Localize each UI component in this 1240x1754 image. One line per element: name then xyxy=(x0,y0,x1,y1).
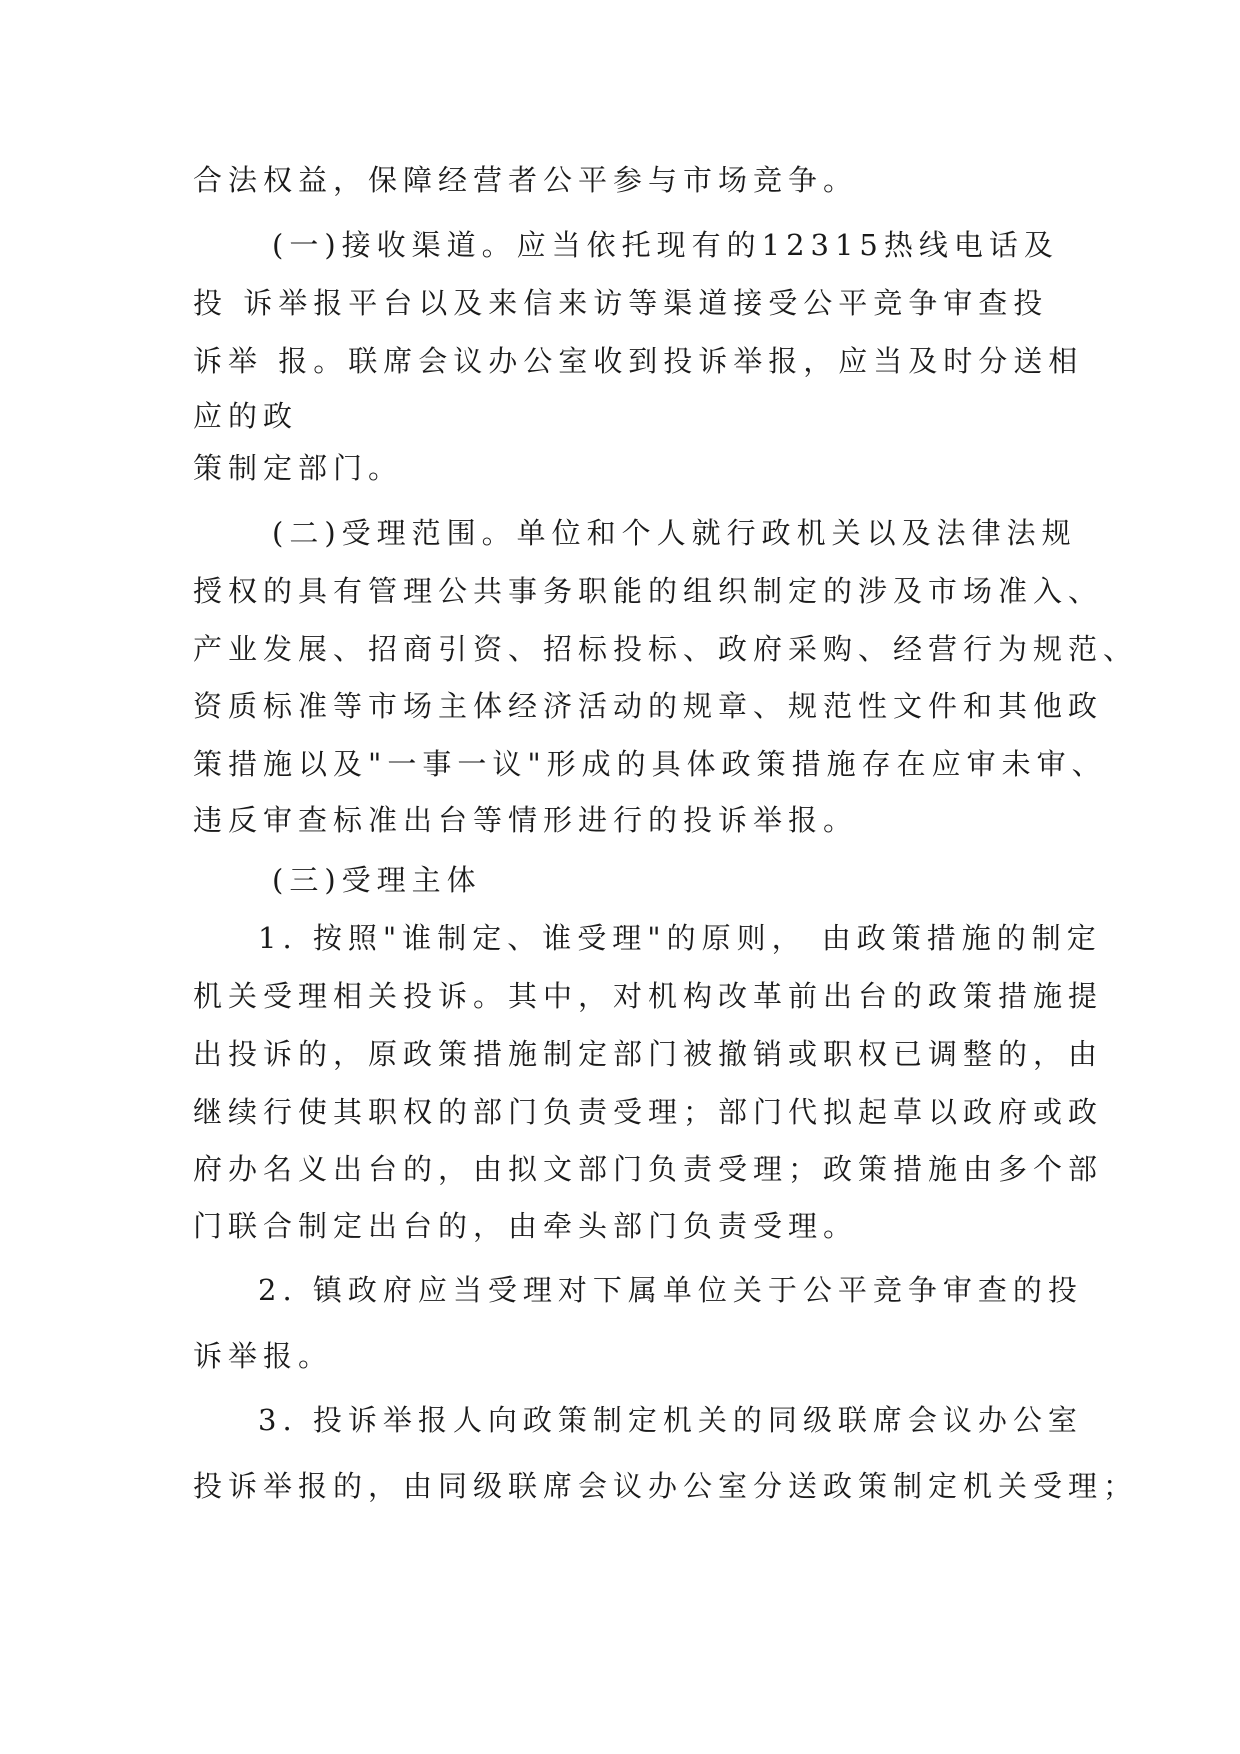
text-line: 投诉举报的，由同级联席会议办公室分送政策制定机关受理； xyxy=(193,1469,1139,1503)
text-line: 策措施以及"一事一议"形成的具体政策措施存在应审未审、 xyxy=(193,747,1107,781)
text-line: 门联合制定出台的，由牵头部门负责受理。 xyxy=(193,1209,859,1243)
text-line: (二)受理范围。单位和个人就行政机关以及法律法规 xyxy=(272,516,1077,550)
text-line: 策制定部门。 xyxy=(193,451,404,485)
text-line: 应的政 xyxy=(193,399,299,433)
text-line: 资质标准等市场主体经济活动的规章、规范性文件和其他政 xyxy=(193,689,1104,723)
text-line: 出投诉的，原政策措施制定部门被撤销或职权已调整的，由 xyxy=(193,1037,1104,1071)
text-line: 诉举报。 xyxy=(193,1339,334,1373)
text-line: 授权的具有管理公共事务职能的组织制定的涉及市场准入、 xyxy=(193,574,1104,608)
text-line: 机关受理相关投诉。其中，对机构改革前出台的政策措施提 xyxy=(193,979,1104,1013)
text-line: 1. 按照"谁制定、谁受理"的原则， 由政策措施的制定 xyxy=(258,921,1102,955)
text-line: 府办名义出台的，由拟文部门负责受理；政策措施由多个部 xyxy=(193,1152,1104,1186)
text-line: 违反审查标准出台等情形进行的投诉举报。 xyxy=(193,803,859,837)
text-line: 2. 镇政府应当受理对下属单位关于公平竞争审查的投 xyxy=(258,1273,1083,1307)
text-line: 3. 投诉举报人向政策制定机关的同级联席会议办公室 xyxy=(258,1403,1083,1437)
text-line: 继续行使其职权的部门负责受理；部门代拟起草以政府或政 xyxy=(193,1095,1104,1129)
text-line: (一)接收渠道。应当依托现有的12315热线电话及 xyxy=(272,228,1059,262)
text-line: 投 诉举报平台以及来信来访等渠道接受公平竞争审查投 xyxy=(193,286,1049,320)
text-line: 合法权益，保障经营者公平参与市场竞争。 xyxy=(193,163,859,197)
text-line: 产业发展、招商引资、招标投标、政府采购、经营行为规范、 xyxy=(193,632,1139,666)
section-heading: (三)受理主体 xyxy=(272,863,482,897)
text-line: 诉举 报。联席会议办公室收到投诉举报，应当及时分送相 xyxy=(193,344,1084,378)
